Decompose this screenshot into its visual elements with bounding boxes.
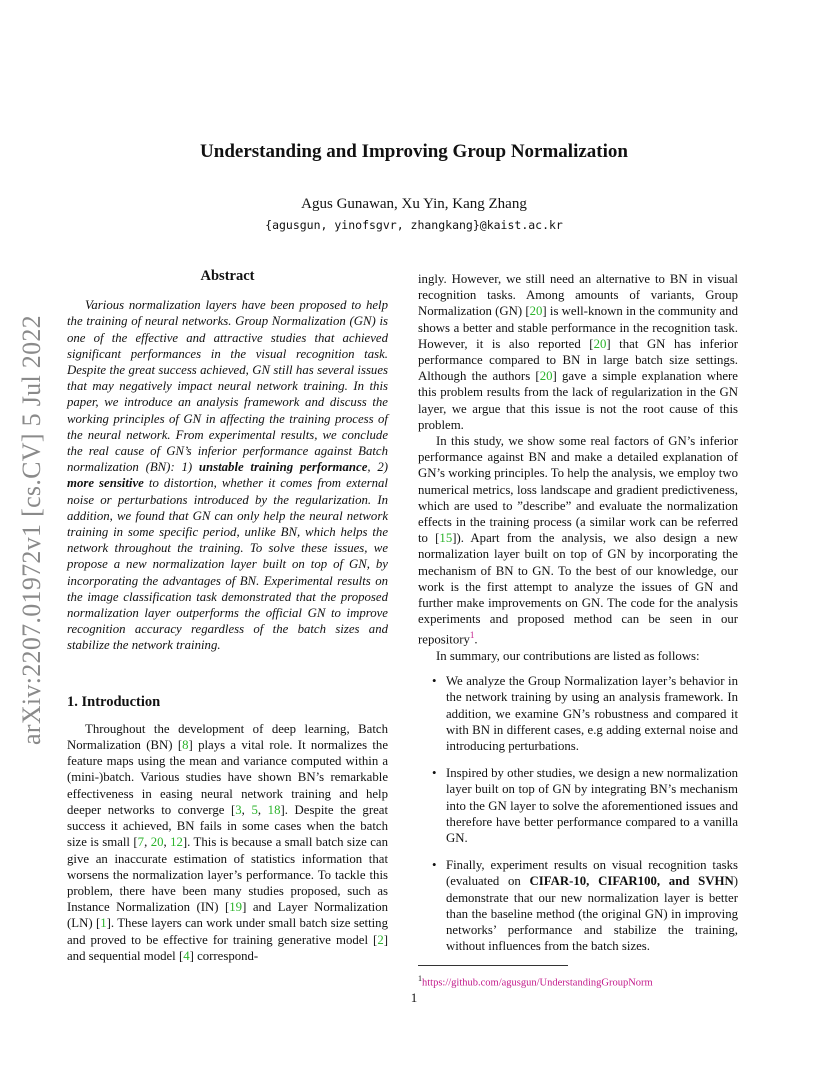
citation-link[interactable]: 20 — [150, 835, 164, 850]
citation-link[interactable]: 8 — [182, 738, 189, 753]
footnote-divider — [418, 965, 568, 966]
abstract-body — [67, 297, 388, 653]
body-text: ingly. However, we still need an alternative to BN in visual recognition tasks. Among amounts of variants, Group Normalization (GN) [ — [418, 272, 738, 319]
body-text: In this study, we show some real factors of GN’s inferior performance against BN and make a detailed explanation of GN’s working principles. To help the analysis, we employ two numerical metrics, loss landscape and gradient predictiveness, which are used to ”describe” and evaluate the normalization effects in the training process (a similar work can be referred to [ — [418, 434, 738, 546]
abstract-text: to distortion, whether it comes from external noise or perturbations introduced by the regularization. In addition, we found that GN can only help the neural network training in some specific period, unlike BN, which helps the network throughout the training. To solve these issues, we propose a new normalization layer built on top of GN, by incorporating the advantages of BN. Experimental results on the image classification task demonstrated that the proposed normalization layer outperforms the official GN to improve recognition accuracy regardless of the batch sizes and stabilize the network training. — [67, 476, 388, 653]
citation-link[interactable]: 15 — [439, 531, 453, 546]
citation-link[interactable]: 4 — [183, 948, 190, 963]
contribution-item — [418, 673, 738, 754]
intro-paragraph-1-continued — [418, 271, 738, 433]
contribution-list — [418, 673, 738, 954]
body-text: ] is well-known in the community and shows a better and stable performance in the recognition task. However, it is also reported [ — [418, 304, 738, 351]
citation-link[interactable]: 20 — [539, 369, 553, 384]
author-emails: {agusgun, yinofsgvr, zhangkang}@kaist.ac.kr — [265, 218, 563, 232]
citation-link[interactable]: 1 — [100, 916, 107, 931]
body-text: Throughout the development of deep learning, Batch Normalization (BN) [ — [67, 721, 388, 753]
abstract-text: , 2) — [367, 460, 389, 475]
citation-link[interactable]: 20 — [593, 336, 607, 351]
author-list: Agus Gunawan, Xu Yin, Kang Zhang — [301, 196, 527, 212]
footnote — [418, 972, 738, 990]
intro-paragraph-2 — [418, 433, 738, 648]
citation-link[interactable]: 12 — [170, 835, 183, 850]
citation-separator: , — [241, 802, 252, 817]
abstract-emphasis: more sensitive — [67, 476, 144, 491]
body-text: ] that GN has inferior performance compared to BN in large batch size settings. Although the authors [ — [418, 336, 738, 384]
intro-paragraph-3: In summary, our contributions are listed as follows: — [436, 648, 700, 663]
footnote-reference[interactable]: 1 — [469, 630, 475, 641]
intro-paragraph-1 — [67, 721, 388, 964]
citation-link[interactable]: 7 — [137, 835, 145, 850]
citation-separator: , — [144, 835, 151, 850]
repository-link[interactable]: https://github.com/agusgun/UnderstandingGroupNorm — [422, 977, 653, 989]
page-number: 1 — [410, 990, 418, 1005]
body-text: . — [474, 632, 478, 647]
body-text: ] gave a simple explanation where this problem results from the lack of regularization in the GN layer, we argue that this issue is not the root cause of this problem. — [418, 369, 738, 432]
paper-title: Understanding and Improving Group Normalization — [200, 141, 628, 162]
body-text: ]. This is because a small batch size can give an inaccurate estimation of statistics information that worsens the normalization layer’s performance. To tackle this problem, there have been many studies proposed, such as Instance Normalization (IN) [ — [67, 835, 388, 915]
citation-link[interactable]: 20 — [529, 304, 543, 319]
body-text: ] and Layer Normalization (LN) [ — [67, 900, 388, 931]
body-text: ] correspond- — [189, 948, 259, 963]
contribution-text: Finally, experiment results on visual recognition tasks (evaluated on — [446, 858, 738, 889]
contribution-item — [418, 765, 738, 846]
body-text: ] and sequential model [ — [67, 932, 388, 963]
left-column — [67, 268, 388, 964]
arxiv-stamp — [14, 300, 50, 760]
citation-link[interactable]: 19 — [229, 900, 243, 915]
body-text: ]. Despite the great success it achieved, BN fails in some cases when the batch size is small [ — [67, 802, 389, 850]
contribution-text: ) demonstrate that our new normalization layer is better than the baseline method (the original GN) in improving networks’ performance and stabilize the training, without influences from the batch sizes. — [446, 874, 738, 954]
citation-separator: , — [163, 835, 171, 850]
contribution-text: We analyze the Group Normalization layer’s behavior in the network training by using an analysis framework. In addition, we examine GN’s robustness and compared it with BN in different cases, e.g adding external noise and introducing perturbations. — [446, 674, 738, 753]
citation-link[interactable]: 3 — [235, 802, 242, 817]
abstract-emphasis: unstable training performance — [198, 460, 368, 475]
bullet-marker: • — [432, 674, 437, 689]
body-text: ]. These layers can work under small batch size setting and proved to be effective for training generative model [ — [67, 916, 388, 947]
citation-link[interactable]: 5 — [251, 802, 258, 817]
abstract-heading: Abstract — [200, 268, 255, 284]
introduction-heading: 1. Introduction — [67, 693, 161, 710]
body-text: ]). Apart from the analysis, we also design a new normalization layer built on top of GN by incorporating the mechanism of BN to GN. To the best of our knowledge, our work is the first attempt to analyze the issues of GN and further make improvements on GN. The code for the analysis experiments and proposed method can be seen in our repository — [418, 531, 739, 647]
bullet-marker: • — [432, 858, 437, 873]
right-column — [418, 271, 738, 990]
citation-separator: , — [257, 802, 268, 817]
contribution-text: Inspired by other studies, we design a new normalization layer built on top of GN by integrating BN’s mechanism into the GN layer to solve the aforementioned issues and therefore have better performance compared to a vanilla GN. — [446, 766, 738, 845]
citation-link[interactable]: 2 — [377, 932, 384, 947]
contribution-item — [418, 857, 738, 954]
dataset-names: CIFAR-10, CIFAR100, and SVHN — [529, 874, 734, 889]
body-text: ] plays a vital role. It normalizes the feature maps using the mean and variance computed within a (mini-)batch. Various studies have shown BN’s remarkable effectiveness in easing neural network training and help deeper networks to converge [ — [67, 738, 389, 817]
arxiv-stamp-text: arXiv:2207.01972v1 [cs.CV] 5 Jul 2022 — [17, 315, 46, 745]
footnote-mark: 1 — [418, 974, 422, 984]
citation-link[interactable]: 18 — [267, 802, 281, 817]
bullet-marker: • — [432, 766, 437, 781]
abstract-text: Various normalization layers have been proposed to help the training of neural networks. Group Normalization (GN) is one of the effective and attractive studies that achieved significant performances in the visual recognition task. Despite the great success achieved, GN still has several issues that may negatively impact neural network training. In this paper, we introduce an analysis framework and discuss the working principles of GN in affecting the training process of the neural network. From experimental results, we conclude the real cause of GN’s inferior performance against Batch normalization (BN): 1) — [67, 298, 388, 475]
